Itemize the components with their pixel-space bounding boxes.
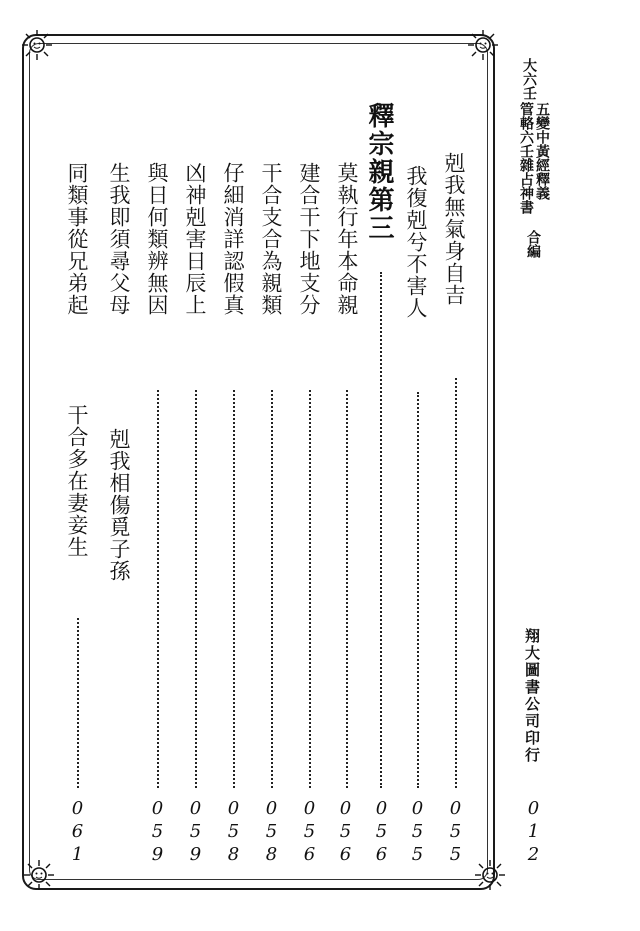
sun-ornament-icon	[473, 858, 507, 892]
toc-entry: 干合支合為親類	[259, 162, 283, 316]
toc-page-number: 055	[445, 798, 466, 867]
toc-entry: 剋我無氣身自吉	[442, 152, 466, 306]
toc-entry: 仔細消詳認假真	[221, 162, 245, 316]
chapter-heading: 釋宗親第三	[364, 102, 394, 242]
toc-page-number: 058	[223, 798, 244, 867]
toc-entry: 莫執行年本命親	[335, 162, 359, 316]
toc-page-number: 056	[371, 798, 392, 867]
toc-entry: 凶神剋害日辰上	[183, 162, 207, 316]
toc-entry: 生我即須尋父母	[107, 162, 131, 316]
toc-page-number: 056	[335, 798, 356, 867]
toc-entry: 建合干下地支分	[297, 162, 321, 316]
toc-entry-second-line: 剋我相傷覓子孫	[107, 428, 131, 582]
dot-leader	[77, 618, 79, 788]
book-title: 大六壬	[521, 58, 537, 100]
dot-leader	[233, 390, 235, 788]
sun-ornament-icon	[22, 858, 56, 892]
toc-page-number: 061	[67, 798, 88, 867]
sun-ornament-icon	[466, 28, 500, 62]
dot-leader	[380, 272, 382, 788]
dot-leader	[417, 392, 419, 788]
book-subtitle-1: 五變中黃經釋義	[534, 102, 550, 200]
book-combined-label: 合編	[525, 230, 541, 258]
dot-leader	[157, 390, 159, 788]
toc-page-number: 059	[185, 798, 206, 867]
book-subtitle-2: 管輅六壬雜占神書	[518, 102, 534, 214]
dot-leader	[455, 378, 457, 788]
toc-entry: 同類事從兄弟起	[65, 162, 89, 316]
dot-leader	[309, 390, 311, 788]
toc-page-number: 056	[299, 798, 320, 867]
toc-page-number: 059	[147, 798, 168, 867]
publisher-name: 翔大圖書公司印行	[523, 628, 541, 764]
toc-entry: 我復剋兮不害人	[404, 165, 428, 319]
toc-entry: 與日何類辨無因	[145, 162, 169, 316]
sun-ornament-icon	[20, 28, 54, 62]
dot-leader	[195, 390, 197, 788]
folio-number: 012	[523, 798, 544, 867]
toc-page-number: 055	[407, 798, 428, 867]
toc-entry-second-line: 干合多在妻妾生	[65, 404, 89, 558]
toc-page-number: 058	[261, 798, 282, 867]
dot-leader	[346, 390, 348, 788]
dot-leader	[271, 390, 273, 788]
